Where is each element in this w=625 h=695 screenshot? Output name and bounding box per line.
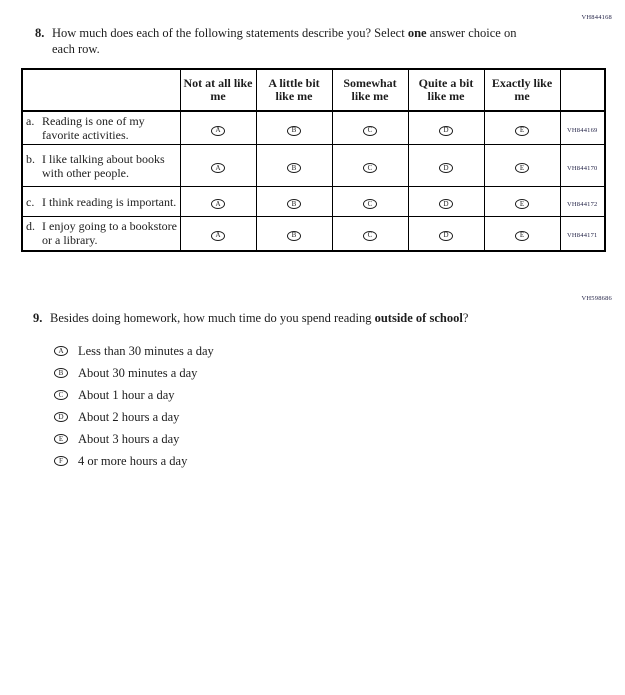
row-a-code-cell: [560, 111, 605, 145]
question-9-bold-phrase: outside of school: [374, 311, 463, 325]
bubble-row-b-option-e[interactable]: E: [515, 163, 529, 173]
bubble-row-d-option-b[interactable]: B: [287, 231, 301, 241]
statement-c-prefix: c.: [26, 194, 35, 209]
table-row-c: [22, 187, 605, 217]
question-8-text-after: answer choice on each row.: [52, 26, 517, 57]
option-less-than-30-minutes: [54, 340, 214, 362]
statement-b-text: I like talking about books with other people.: [42, 151, 165, 180]
bubble-row-d-option-a[interactable]: A: [211, 231, 225, 241]
cell-b-1: [180, 145, 256, 187]
option-label-about-1-hour: About 1 hour a day: [78, 387, 175, 402]
question-8-matrix-table: [21, 68, 606, 252]
statement-a-prefix: a.: [26, 114, 35, 128]
header-empty-code: [560, 69, 605, 111]
option-label-about-2-hours: About 2 hours a day: [78, 409, 180, 424]
question-8-text: [52, 25, 534, 58]
bubble-row-c-option-b[interactable]: B: [287, 199, 301, 209]
bubble-row-b-option-a[interactable]: A: [211, 163, 225, 173]
cell-a-5: [484, 111, 560, 145]
bubble-row-d-option-c[interactable]: C: [363, 231, 377, 241]
table-header-row: [22, 69, 605, 111]
bubble-q9-option-f[interactable]: F: [54, 456, 68, 466]
statement-c-text: I think reading is important.: [42, 194, 177, 209]
cell-c-1: [180, 187, 256, 217]
question-9-options-list: [54, 340, 214, 472]
row-d-code-cell: [560, 217, 605, 251]
column-header-somewhat: Somewhat like me: [332, 69, 408, 111]
bubble-q9-option-e[interactable]: E: [54, 434, 68, 444]
bubble-q9-option-d[interactable]: D: [54, 412, 68, 422]
table-row-b: [22, 145, 605, 187]
header-empty-statement: [22, 69, 180, 111]
statement-c: [22, 187, 180, 217]
cell-a-3: [332, 111, 408, 145]
cell-c-5: [484, 187, 560, 217]
bubble-row-d-option-d[interactable]: D: [439, 231, 453, 241]
bubble-q9-option-a[interactable]: A: [54, 346, 68, 356]
row-c-code-cell: [560, 187, 605, 217]
option-label-4-or-more-hours: 4 or more hours a day: [78, 453, 188, 468]
statement-a: [22, 111, 180, 145]
bubble-row-c-option-d[interactable]: D: [439, 199, 453, 209]
table-row-d: [22, 217, 605, 251]
bubble-q9-option-c[interactable]: C: [54, 390, 68, 400]
option-label-about-30-minutes: About 30 minutes a day: [78, 365, 198, 380]
row-b-code-cell: [560, 145, 605, 187]
statement-b-prefix: b.: [26, 151, 35, 166]
cell-b-5: [484, 145, 560, 187]
cell-b-2: [256, 145, 332, 187]
cell-d-2: [256, 217, 332, 251]
row-d-accession-code: VH844171: [567, 232, 598, 240]
cell-c-4: [408, 187, 484, 217]
option-label-about-3-hours: About 3 hours a day: [78, 431, 180, 446]
cell-d-1: [180, 217, 256, 251]
question-9: [33, 310, 608, 326]
statement-b: [22, 145, 180, 187]
column-header-a-little-bit: A little bit like me: [256, 69, 332, 111]
column-header-exactly-like: Exactly like me: [484, 69, 560, 111]
row-a-accession-code: VH844169: [567, 127, 598, 135]
column-header-quite-a-bit: Quite a bit like me: [408, 69, 484, 111]
option-about-2-hours: [54, 406, 214, 428]
statement-a-text: Reading is one of my favorite activities.: [42, 114, 145, 143]
option-label-less-than-30-minutes: Less than 30 minutes a day: [78, 343, 214, 358]
statement-d-prefix: d.: [26, 219, 35, 234]
question-9-text-after: ?: [462, 311, 469, 325]
question-8-number: 8.: [35, 26, 45, 40]
bubble-row-a-option-b[interactable]: B: [287, 126, 301, 136]
cell-d-4: [408, 217, 484, 251]
table-row-a: [22, 111, 605, 145]
bubble-row-a-option-a[interactable]: A: [211, 126, 225, 136]
bubble-row-b-option-b[interactable]: B: [287, 163, 301, 173]
bubble-row-b-option-c[interactable]: C: [363, 163, 377, 173]
cell-c-3: [332, 187, 408, 217]
cell-a-1: [180, 111, 256, 145]
cell-a-2: [256, 111, 332, 145]
option-about-1-hour: [54, 384, 214, 406]
column-header-not-at-all: Not at all like me: [180, 69, 256, 111]
question-8: [35, 25, 540, 58]
option-about-30-minutes: [54, 362, 214, 384]
option-4-or-more-hours: [54, 450, 214, 472]
bubble-row-a-option-e[interactable]: E: [515, 126, 529, 136]
cell-b-4: [408, 145, 484, 187]
cell-b-3: [332, 145, 408, 187]
cell-c-2: [256, 187, 332, 217]
bubble-row-a-option-c[interactable]: C: [363, 126, 377, 136]
bubble-row-b-option-d[interactable]: D: [439, 163, 453, 173]
question-8-bold-word: one: [407, 26, 427, 40]
row-b-accession-code: VH844170: [567, 164, 598, 172]
bubble-row-c-option-e[interactable]: E: [515, 199, 529, 209]
cell-d-3: [332, 217, 408, 251]
question-8-text-before: How much does each of the following statements describe you? Select: [52, 26, 408, 40]
question-9-number: 9.: [33, 311, 43, 325]
statement-d: [22, 217, 180, 251]
row-c-accession-code: VH844172: [567, 200, 598, 208]
question-9-accession-code: VH598686: [581, 295, 612, 302]
option-about-3-hours: [54, 428, 214, 450]
bubble-row-c-option-c[interactable]: C: [363, 199, 377, 209]
cell-a-4: [408, 111, 484, 145]
bubble-row-d-option-e[interactable]: E: [515, 231, 529, 241]
question-9-text: [50, 310, 468, 326]
bubble-row-c-option-a[interactable]: A: [211, 199, 225, 209]
question-8-accession-code: VH844168: [581, 14, 612, 21]
bubble-row-a-option-d[interactable]: D: [439, 126, 453, 136]
cell-d-5: [484, 217, 560, 251]
statement-d-text: I enjoy going to a bookstore or a library.: [42, 219, 177, 248]
bubble-q9-option-b[interactable]: B: [54, 368, 68, 378]
question-9-text-before: Besides doing homework, how much time do you spend reading: [50, 311, 375, 325]
